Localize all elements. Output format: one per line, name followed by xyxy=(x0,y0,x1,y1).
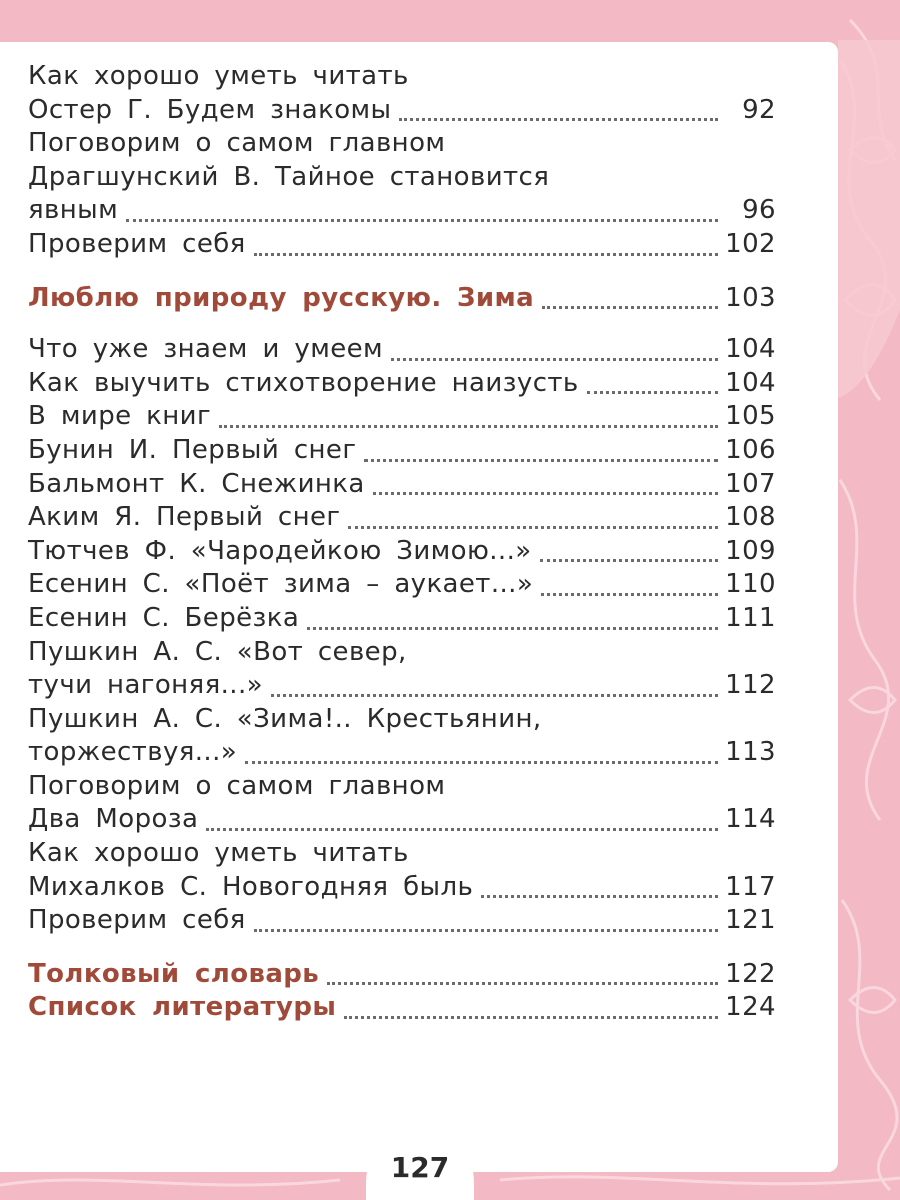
dot-leader xyxy=(245,761,718,764)
toc-entry-title: Проверим себя xyxy=(28,228,246,259)
toc-entry xyxy=(28,333,776,367)
toc-entry-title: Аким Я. Первый снег xyxy=(28,502,341,533)
dot-leader xyxy=(540,559,718,562)
dot-leader xyxy=(541,593,718,596)
toc-entry-page: 121 xyxy=(725,905,776,936)
toc-entry-page: 117 xyxy=(725,871,776,902)
dot-leader xyxy=(373,492,718,495)
toc-entry xyxy=(28,602,776,636)
toc-entry-title: торжествуя...» xyxy=(28,737,238,768)
toc-entry-title: Список литературы xyxy=(28,992,337,1023)
toc-entry xyxy=(28,161,776,195)
toc-entry-page: 114 xyxy=(725,804,776,835)
toc-entry-page: 103 xyxy=(725,282,776,313)
toc-entry-page: 111 xyxy=(725,602,776,633)
toc-entry-title: Проверим себя xyxy=(28,905,246,936)
toc-entry xyxy=(28,770,776,804)
dot-leader xyxy=(206,828,718,831)
toc-entry-page: 92 xyxy=(742,94,776,125)
toc-entry xyxy=(28,991,776,1025)
dot-leader xyxy=(126,219,718,222)
toc-entry-page: 108 xyxy=(725,502,776,533)
toc-entry-title: Есенин С. Берёзка xyxy=(28,602,300,633)
toc-entry-page: 96 xyxy=(742,195,776,226)
dot-leader xyxy=(364,459,718,462)
toc-entry xyxy=(28,434,776,468)
toc-entry-title: Бунин И. Первый снег xyxy=(28,434,357,465)
dot-leader xyxy=(587,391,718,394)
toc-entry-title: В мире книг xyxy=(28,401,212,432)
toc-entry xyxy=(28,194,776,228)
toc-entry xyxy=(28,228,776,262)
toc-entry-page: 113 xyxy=(725,737,776,768)
dot-leader xyxy=(219,425,718,428)
toc-entry xyxy=(28,703,776,737)
dot-leader xyxy=(254,253,718,256)
dot-leader xyxy=(307,627,718,630)
dot-leader xyxy=(481,895,718,898)
toc-entry-title: Поговорим о самом главном xyxy=(28,770,446,801)
toc-entry xyxy=(28,568,776,602)
toc-entry xyxy=(28,60,776,94)
toc-entry-title: Михалков С. Новогодняя быль xyxy=(28,871,474,902)
dot-leader xyxy=(271,694,718,697)
toc-entry-page: 104 xyxy=(725,367,776,398)
toc-entry xyxy=(28,367,776,401)
dot-leader xyxy=(399,118,718,121)
toc-entry-page: 124 xyxy=(725,992,776,1023)
toc-entry-title: Драгшунский В. Тайное становится xyxy=(28,161,550,192)
toc-entry xyxy=(28,94,776,128)
toc-entry-title: явным xyxy=(28,195,119,226)
toc-entry-title: Бальмонт К. Снежинка xyxy=(28,468,365,499)
toc-entry-title: Как хорошо уметь читать xyxy=(28,61,409,91)
dot-leader xyxy=(391,358,718,361)
toc-entry xyxy=(28,803,776,837)
toc-entry xyxy=(28,958,776,992)
toc-entry xyxy=(28,535,776,569)
page-number: 127 xyxy=(390,1150,450,1184)
toc-entry xyxy=(28,468,776,502)
toc-entry xyxy=(28,837,776,871)
toc-entry-page: 104 xyxy=(725,334,776,365)
dot-leader xyxy=(327,982,718,985)
toc-entry-title: Что уже знаем и умеем xyxy=(28,334,384,365)
toc-entry-page: 122 xyxy=(725,958,776,989)
toc-entry xyxy=(28,127,776,161)
toc-entry-page: 106 xyxy=(725,434,776,465)
toc-entry xyxy=(28,501,776,535)
toc-entry-title: Как хорошо уметь читать xyxy=(28,838,409,869)
toc-entry xyxy=(28,282,776,316)
toc-entry-title: Пушкин А. С. «Зима!.. Крестьянин, xyxy=(28,703,542,734)
toc-entry-page: 102 xyxy=(725,228,776,259)
toc-entry-page: 109 xyxy=(725,535,776,566)
toc-entry xyxy=(28,400,776,434)
dot-leader xyxy=(344,1016,718,1019)
toc-entry-title: Толковый словарь xyxy=(28,958,320,989)
toc-entry-title: Как выучить стихотворение наизусть xyxy=(28,367,579,398)
toc-entry xyxy=(28,636,776,670)
dot-leader xyxy=(542,306,718,309)
toc-entry-page: 105 xyxy=(725,401,776,432)
toc-entry-title: Пушкин А. С. «Вот север, xyxy=(28,636,407,667)
toc-entry-title: Тютчев Ф. «Чародейкою Зимою...» xyxy=(28,535,532,566)
toc-entry-title: Остер Г. Будем знакомы xyxy=(28,94,392,125)
table-of-contents xyxy=(28,60,776,1025)
dot-leader xyxy=(254,929,718,932)
toc-entry xyxy=(28,736,776,770)
toc-entry-title: Есенин С. «Поёт зима – аукает...» xyxy=(28,569,534,600)
toc-entry-title: Два Мороза xyxy=(28,804,199,835)
toc-entry-title: Люблю природу русскую. Зима xyxy=(28,282,535,313)
toc-entry-title: тучи нагоняя...» xyxy=(28,670,263,701)
toc-entry xyxy=(28,871,776,905)
toc-entry-page: 112 xyxy=(725,670,776,701)
dot-leader xyxy=(348,526,718,529)
toc-entry xyxy=(28,669,776,703)
toc-entry-page: 110 xyxy=(725,569,776,600)
toc-entry-title: Поговорим о самом главном xyxy=(28,128,446,159)
toc-entry xyxy=(28,904,776,938)
toc-entry-page: 107 xyxy=(725,468,776,499)
